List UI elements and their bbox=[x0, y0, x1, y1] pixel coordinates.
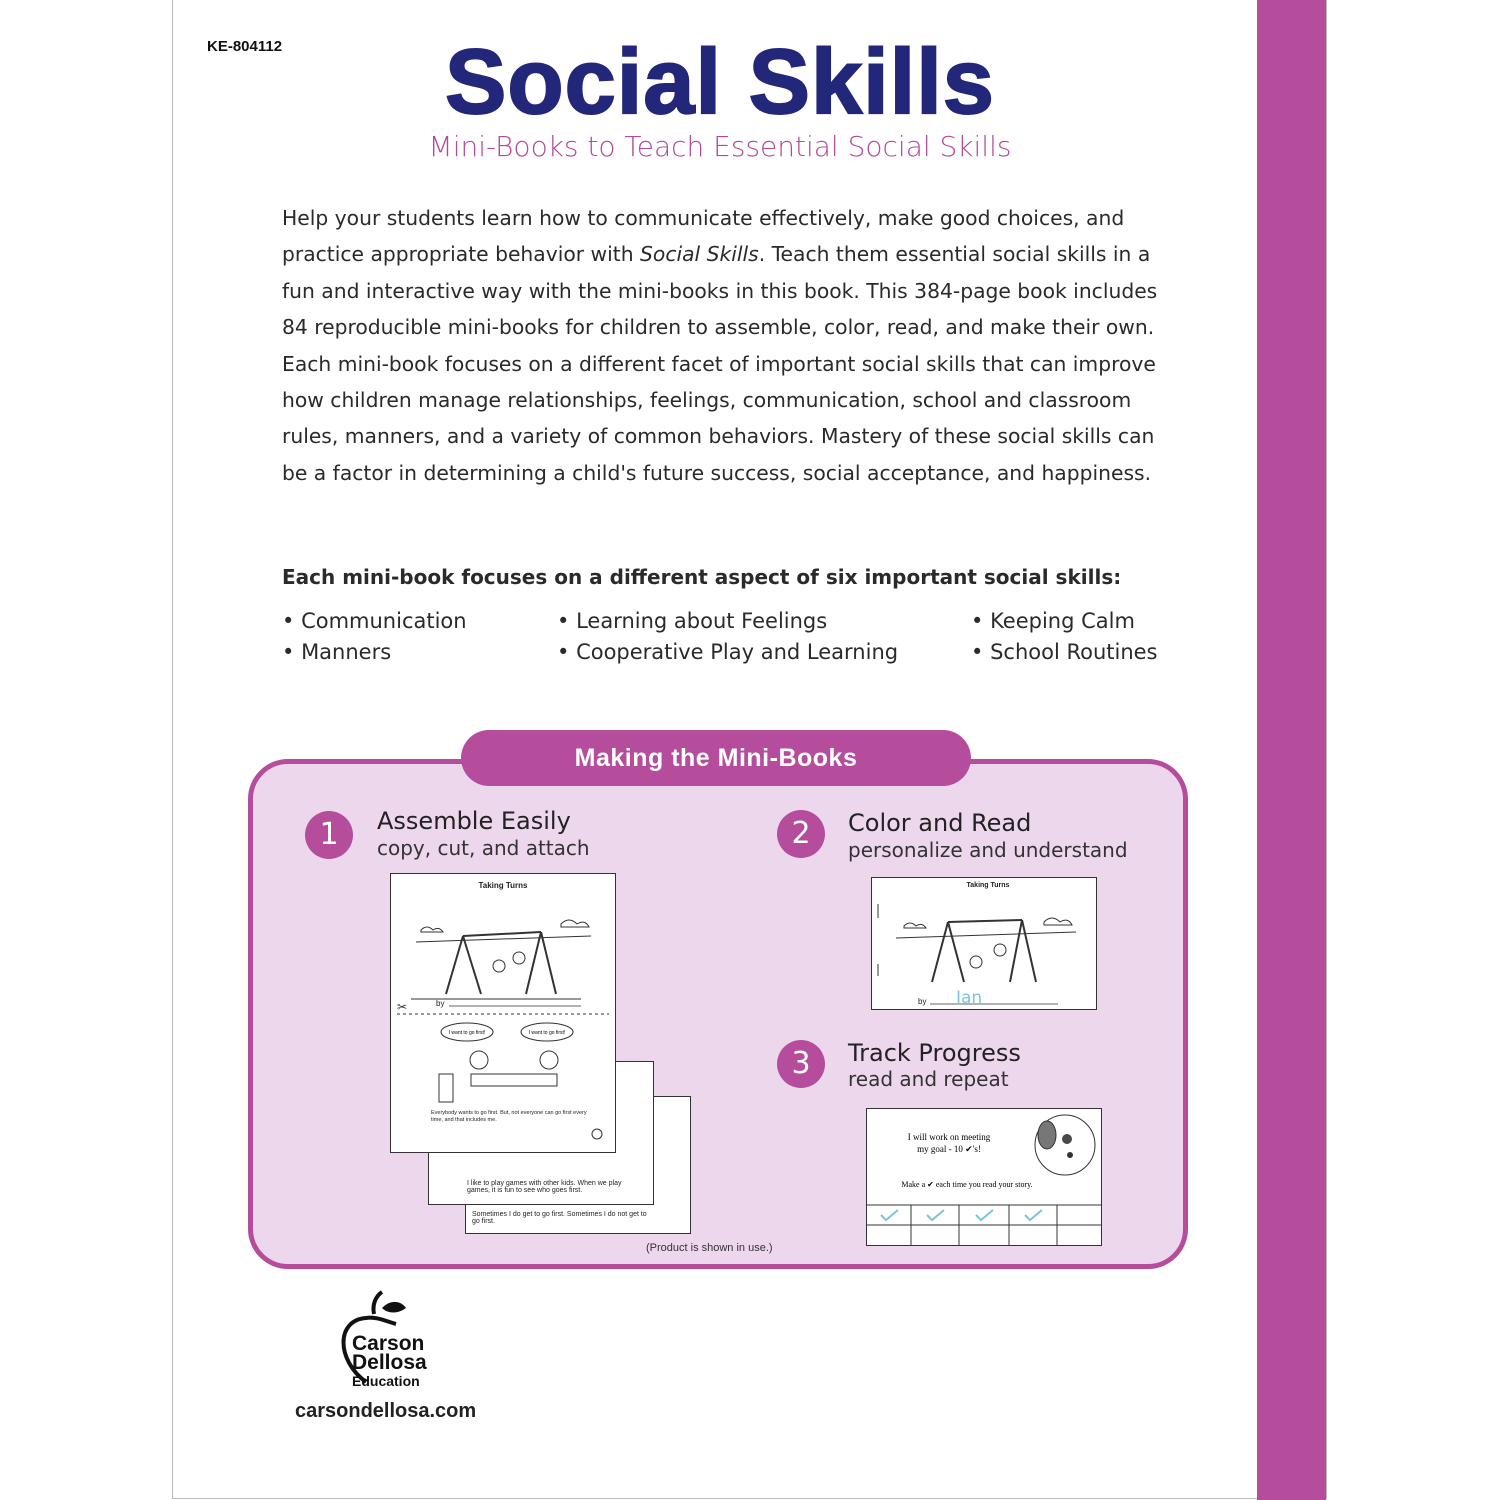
bubble-text-left: I want to go first! bbox=[448, 1030, 486, 1036]
sheet-middle-text: I like to play games with other kids. When we play games, it is fun to see who goes first. bbox=[467, 1180, 622, 1194]
sheet-back-text: Sometimes I do get to go first. Sometimes I do not get to go first. bbox=[472, 1211, 647, 1225]
child-right-icon bbox=[540, 1051, 558, 1069]
intro-text-start: Help your students learn how to communicate effectively, make good choices, and practice appropriate behavior with bbox=[282, 206, 1125, 267]
horizon-line bbox=[416, 936, 591, 942]
panel-tab-label: Making the Mini-Books bbox=[461, 730, 971, 786]
book-subtitle: Mini-Books to Teach Essential Social Skills bbox=[428, 130, 1012, 163]
skill-item-manners: • Manners bbox=[282, 640, 391, 664]
website-url[interactable]: carsondellosa.com bbox=[295, 1400, 477, 1422]
step-3-title: Track Progress bbox=[848, 1039, 1021, 1067]
cloud-left-icon bbox=[421, 927, 443, 932]
step-3-number: 3 bbox=[777, 1040, 825, 1088]
step-3-subtitle: read and repeat bbox=[848, 1067, 1009, 1091]
logo-line-education: Education bbox=[352, 1373, 420, 1389]
page-number-badge bbox=[592, 1129, 602, 1139]
cloud-right-icon bbox=[1044, 918, 1072, 925]
minibook-sheet-front bbox=[390, 873, 616, 1153]
product-caption: (Product is shown in use.) bbox=[646, 1242, 773, 1254]
logo-line-dellosa: Dellosa bbox=[352, 1351, 427, 1374]
intro-text-end: . Teach them essential social skills in a fun and interactive way with the mini-books in this book. This 384-page book includes 84 reproducible mini-books for children to assemble, color, read, and make their own. Each mini-book focuses on a different facet of important social skills that can improve how children manage relationships, feelings, communication, school and classroom rules, manners, and a variety of common behaviors. Mastery of these social skills can be a factor in determining a child's future success, social acceptance, and happiness. bbox=[282, 242, 1158, 485]
skills-heading: Each mini-book focuses on a different aspect of six important social skills: bbox=[282, 565, 1122, 589]
intro-title-italic: Social Skills bbox=[640, 242, 759, 267]
step-2-title: Color and Read bbox=[848, 809, 1032, 837]
goal-instruction: Make a ✔ each time you read your story. bbox=[901, 1180, 1033, 1189]
progress-tracker-drawing bbox=[867, 1109, 1101, 1245]
scissors-icon: ✂ bbox=[397, 1000, 408, 1014]
colored-minibook-sheet bbox=[871, 877, 1097, 1010]
logo-line-carson: Carson bbox=[352, 1332, 425, 1355]
sheet-front-text: Everybody wants to go first. But, not everyone can go first every time, and that includes me. bbox=[431, 1110, 587, 1123]
cover-spine-band bbox=[1257, 0, 1326, 1500]
child-standing-icon bbox=[513, 952, 525, 964]
step-1-number: 1 bbox=[305, 811, 353, 859]
skill-item-school-routines: • School Routines bbox=[971, 640, 1158, 664]
colored-by-label: by bbox=[918, 997, 927, 1006]
child-on-swing-icon bbox=[493, 960, 505, 972]
swing-illustration-front bbox=[391, 874, 615, 1152]
cloud-right-icon bbox=[561, 920, 589, 927]
swing-top-bar bbox=[463, 932, 541, 936]
checkmarks-group bbox=[881, 1210, 1042, 1220]
goal-text-line1: I will work on meeting bbox=[907, 1132, 991, 1142]
product-code: KE-804112 bbox=[207, 38, 283, 55]
checkmark-icon bbox=[927, 1210, 944, 1220]
skill-item-communication: • Communication bbox=[282, 609, 467, 633]
sheet-by-label: by bbox=[436, 999, 445, 1008]
step-1-subtitle: copy, cut, and attach bbox=[377, 836, 590, 860]
cloud-left-icon bbox=[904, 923, 926, 928]
student-name: Ian bbox=[956, 988, 983, 1008]
carson-dellosa-logo bbox=[336, 1290, 456, 1390]
child-left-icon bbox=[470, 1051, 488, 1069]
sheet-title: Taking Turns bbox=[478, 881, 528, 890]
skill-item-keeping-calm: • Keeping Calm bbox=[971, 609, 1135, 633]
chair-icon bbox=[439, 1074, 453, 1102]
checkmark-icon bbox=[1025, 1210, 1042, 1220]
step-2-number: 2 bbox=[777, 810, 825, 858]
checkmark-icon bbox=[881, 1210, 898, 1220]
game-table-icon bbox=[471, 1074, 557, 1086]
colored-sheet-title: Taking Turns bbox=[966, 882, 1010, 889]
checkmark-icon bbox=[976, 1210, 993, 1220]
goal-text-line2: my goal - 10 ✔'s! bbox=[917, 1144, 981, 1154]
progress-tracker-sheet bbox=[866, 1108, 1102, 1246]
skill-item-feelings: • Learning about Feelings bbox=[557, 609, 827, 633]
book-title: Social Skills bbox=[445, 31, 995, 133]
step-2-subtitle: personalize and understand bbox=[848, 838, 1128, 862]
skill-item-cooperative-play: • Cooperative Play and Learning bbox=[557, 640, 898, 664]
swing-illustration-colored bbox=[872, 878, 1096, 1009]
intro-paragraph bbox=[282, 200, 1162, 491]
bubble-text-right: I want to go first! bbox=[528, 1030, 566, 1036]
step-1-title: Assemble Easily bbox=[377, 807, 571, 835]
